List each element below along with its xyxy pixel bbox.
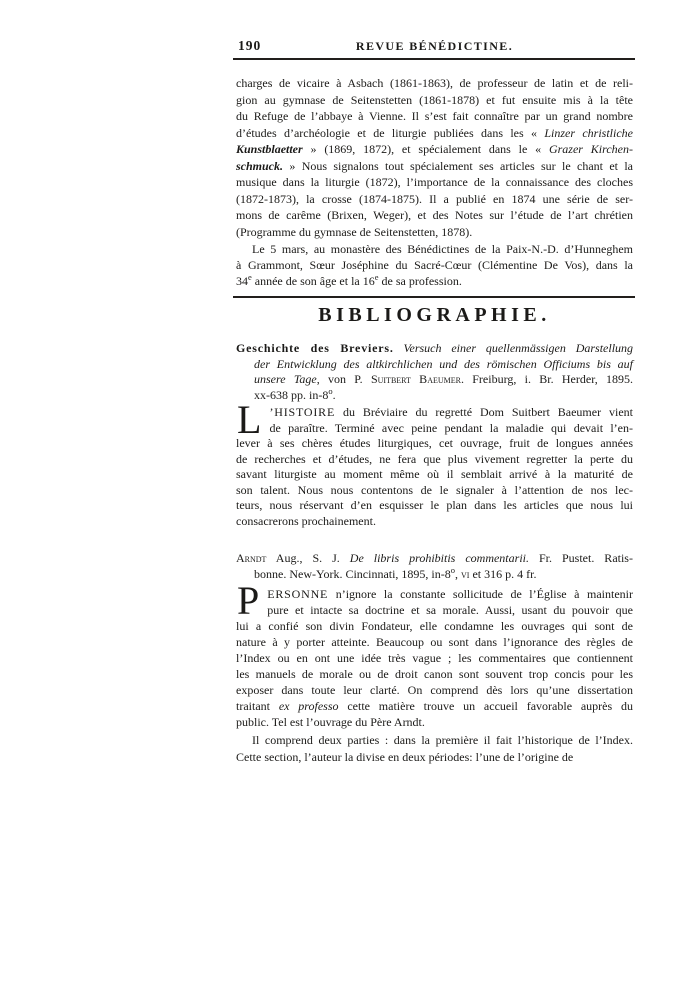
text-line: charges de vicaire à Asbach (1861-1863), de professeur de latin et de reli- (236, 76, 633, 90)
text-line: consacrerons prochainement. (236, 513, 376, 528)
review-arndt-text (236, 578, 633, 730)
text-line: Geschichte des Breviers. Versuch einer quellenmässigen Darstellung (236, 341, 634, 355)
dropcap-letter-p: P (237, 578, 260, 623)
text-line: ’HISTOIRE du Bréviaire du regretté Dom Suitbert Baeumer vient (269, 405, 633, 419)
text-line: nature à y porter atteinte. Beaucoup ou sont dans l’ignorance des règles de (236, 635, 633, 649)
text-line: gion au gymnase de Seitenstetten (1861-1878) et fut ensuite mis à la tête (236, 92, 633, 107)
text-line: (1872-1873), la crosse (1874-1875). Il a publié en 1874 une série de ser- (236, 191, 633, 206)
bibliography-entry-baeumer (236, 341, 633, 403)
text-line: exposer dans toute leur clarté. On comprend dès lors qu’une dissertation (236, 683, 633, 697)
text-line: du Refuge de l’abbaye à Vienne. Il s’est fait connaître par un grand nombre (236, 109, 633, 123)
review-paragraph-arndt (236, 578, 633, 730)
text-line: mons de carême (Brixen, Weger), et des Notes sur l’étude de l’art chrétien (236, 208, 633, 222)
text-line: à Grammont, Sœur Joséphine du Sacré-Cœur (Clémentine De Vos), dans la (236, 258, 633, 272)
text-line: savant liturgiste au moment même où il semblait arrivé à la maturité de (236, 467, 633, 481)
header-rule (233, 58, 635, 60)
review-baeumer-text (236, 397, 633, 529)
text-line: pure et intacte sa doctrine et sa morale. Aussi, usant du pouvoir que (267, 603, 633, 617)
text-line: d’études d’archéologie et de liturgie publiées dans les « Linzer christliche (236, 125, 634, 140)
text-line: lever à ses chères études liturgiques, cet ouvrage, fruit de longues années (236, 436, 633, 450)
text-line: Le 5 mars, au monastère des Bénédictines de la Paix-N.-D. d’Hunneghem (252, 242, 633, 256)
text-line: schmuck. » Nous signalons tout spécialement ses articles sur le chant et la (236, 158, 633, 173)
text-line: unsere Tage, von P. Suitbert Baeumer. Freiburg, i. Br. Herder, 1895. (254, 372, 633, 386)
text-line: der Entwicklung des altkirchlichen und des römischen Officiums bis auf (254, 356, 633, 371)
text-line: Cette section, l’auteur la divise en deux périodes: l’une de l’origine de (236, 750, 574, 764)
obituary-paragraph-continuation (236, 75, 633, 240)
text-line: public. Tel est l’ouvrage du Père Arndt. (236, 715, 425, 729)
text-line: Arndt Aug., S. J. De libris prohibitis commentarii. Fr. Pustet. Ratis- (236, 551, 633, 565)
text-line: traitant ex professo cette matière trouve un accueil favorable auprès du (236, 699, 633, 713)
bibliography-entry-arndt (236, 550, 633, 582)
text-line: teurs, nous réservant d’en esquisser le plan dans les articles que nous lui (236, 498, 633, 512)
text-line: Il comprend deux parties : dans la première il fait l’historique de l’Index. (252, 733, 633, 747)
text-line: (Programme du gymnase de Seitenstetten, 1878). (236, 224, 473, 239)
page-header (236, 38, 633, 56)
text-line: de paraître. Terminé avec peine pendant la maladie qui devait l’en- (269, 420, 633, 435)
obituary-paragraph-hunneghem (236, 241, 633, 289)
text-line: musique dans la liturgie (1872), l’importance de la connaissance des cloches (236, 175, 633, 189)
text-line: Kunstblaetter » (1869, 1872), et spécialement dans le « Grazer Kirchen- (236, 142, 633, 156)
text-line: lui a confié son divin Fondateur, elle condamne les ouvrages qui sont de (236, 619, 633, 633)
page-number: 190 (238, 38, 262, 53)
dropcap-letter-l: L (237, 397, 262, 442)
text-line: l’Index ou en ont une idée très vague ; les commentaires que contiennent (236, 651, 633, 665)
text-line: 34e année de son âge et la 16e de sa profession. (236, 272, 462, 288)
text-line: les manuels de morale ou de droit canon sont souvent trop concis pour les (236, 667, 633, 681)
section-divider-rule (233, 296, 635, 298)
text-line: bonne. New-York. Cincinnati, 1895, in-8$^o$, vi et 316 p. 4 fr. (254, 565, 537, 581)
text-line: ERSONNE n’ignore la constante sollicitude de l’Église à maintenir (267, 587, 633, 601)
text-line: de recherches et d’études, ne fera que plus vivement regretter la perte du (236, 451, 633, 466)
text-line: son talent. Nous nous contentons de le signaler à l’attention de nos lec- (236, 482, 633, 497)
text-line: xx-638 pp. in-8$^o$. (254, 385, 336, 402)
running-title: REVUE BÉNÉDICTINE. (355, 39, 514, 53)
section-title: BIBLIOGRAPHIE. (318, 304, 551, 326)
review-paragraph-baeumer (236, 397, 633, 529)
review-arndt-second-paragraph (236, 732, 633, 766)
